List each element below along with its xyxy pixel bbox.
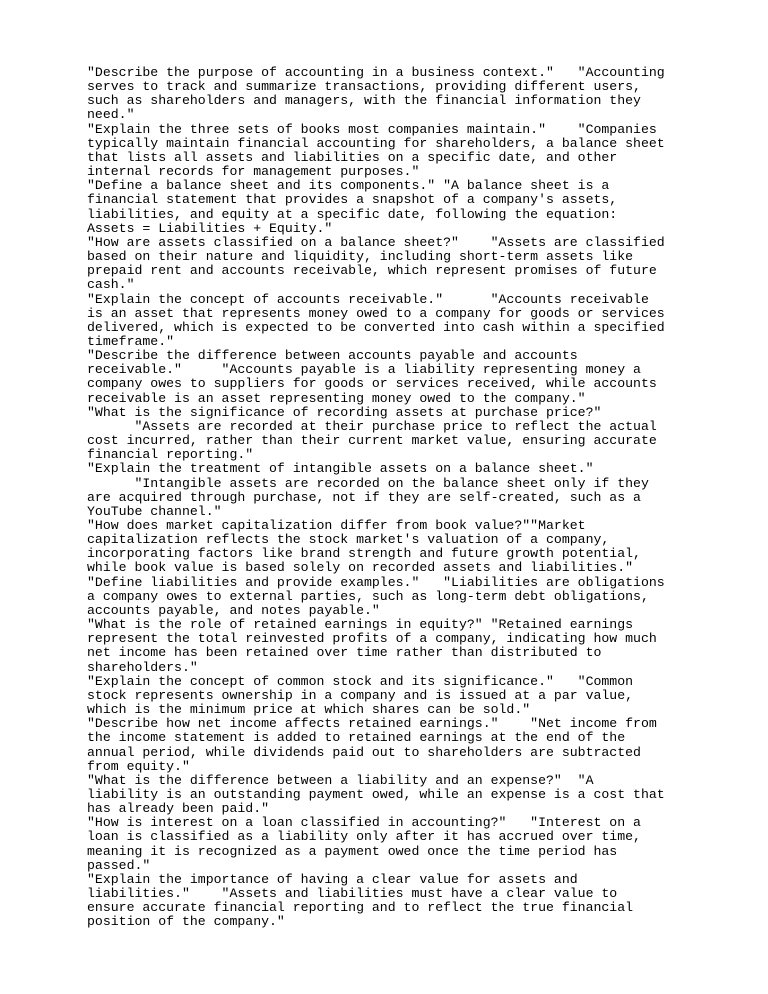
text-line: "How are assets classified on a balance sheet?" "Assets are classified [87, 234, 665, 250]
text-line: "What is the role of retained earnings in equity?" "Retained earnings [87, 617, 634, 633]
text-line: "Define a balance sheet and its components." "A balance sheet is a [87, 178, 610, 194]
text-line: while book value is based solely on recorded assets and liabilities." [87, 560, 634, 576]
text-line: "Assets are recorded at their purchase price to reflect the actual [87, 418, 657, 434]
text-line: company owes to suppliers for goods or services received, while accounts [87, 376, 657, 392]
text-line: "Explain the importance of having a clear value for assets and [87, 871, 578, 887]
text-line: "How does market capitalization differ from book value?""Market [87, 518, 586, 533]
text-line: capitalization reflects the stock market's valuation of a company, [87, 532, 610, 548]
text-line: annual period, while dividends paid out to shareholders are subtracted [87, 744, 641, 760]
text-line: serves to track and summarize transactions, providing different users, [87, 79, 641, 95]
text-line: "What is the significance of recording assets at purchase price?" [87, 404, 602, 420]
text-line: "Explain the three sets of books most companies maintain." "Companies [87, 121, 657, 137]
text-line: financial reporting." [87, 447, 254, 463]
text-line: financial statement that provides a snapshot of a company's assets, [87, 192, 618, 208]
text-line: that lists all assets and liabilities on a specific date, and other [87, 149, 618, 165]
text-line: "Describe how net income affects retained earnings." "Net income from [87, 716, 657, 732]
text-line: which is the minimum price at which shares can be sold." [87, 702, 531, 718]
text-line: "Explain the concept of common stock and its significance." "Common [87, 673, 634, 689]
text-line: such as shareholders and managers, with the financial information they [87, 93, 641, 109]
document-page [87, 66, 687, 930]
text-line: timeframe." [87, 333, 175, 349]
text-line: liability is an outstanding payment owed, while an expense is a cost that [87, 786, 665, 802]
text-line: typically maintain financial accounting for shareholders, a balance sheet [87, 135, 665, 151]
text-line: "What is the difference between a liability and an expense?" "A [87, 772, 594, 788]
text-line: cash." [87, 277, 135, 293]
text-line: "Define liabilities and provide examples." "Liabilities are obligations [87, 574, 665, 590]
text-line: "Describe the purpose of accounting in a business context." "Accounting [87, 65, 665, 80]
text-line: delivered, which is expected to be converted into cash within a specified [87, 319, 665, 335]
document-text [87, 66, 687, 930]
text-line: need." [87, 107, 135, 123]
text-line: accounts payable, and notes payable." [87, 602, 380, 618]
text-line: has already been paid." [87, 801, 270, 817]
text-line: is an asset that represents money owed to a company for goods or services [87, 305, 665, 321]
text-line: shareholders." [87, 659, 198, 675]
text-line: YouTube channel." [87, 503, 222, 519]
text-line: a company owes to external parties, such as long-term debt obligations, [87, 588, 649, 604]
text-line: "Describe the difference between accounts payable and accounts [87, 348, 578, 364]
text-line: the income statement is added to retained earnings at the end of the [87, 730, 626, 746]
text-line: meaning it is recognized as a payment owed once the time period has [87, 843, 618, 859]
text-line: passed." [87, 857, 151, 873]
text-line: liabilities." "Assets and liabilities must have a clear value to [87, 886, 618, 902]
text-line: "Explain the concept of accounts receivable." "Accounts receivable [87, 291, 649, 307]
text-line: from equity." [87, 758, 190, 774]
text-line: liabilities, and equity at a specific date, following the equation: [87, 206, 618, 222]
text-line: incorporating factors like brand strength and future growth potential, [87, 546, 641, 562]
text-line: represent the total reinvested profits of a company, indicating how much [87, 631, 657, 647]
text-line: loan is classified as a liability only after it has accrued over time, [87, 829, 641, 845]
text-line: are acquired through purchase, not if they are self-created, such as a [87, 489, 641, 505]
text-line: receivable." "Accounts payable is a liability representing money a [87, 362, 641, 378]
text-line: prepaid rent and accounts receivable, which represent promises of future [87, 263, 657, 279]
text-line: "Explain the treatment of intangible assets on a balance sheet." [87, 461, 594, 477]
text-line: internal records for management purposes." [87, 164, 420, 180]
text-line: based on their nature and liquidity, including short-term assets like [87, 249, 634, 265]
text-line: position of the company." [87, 914, 285, 930]
text-line: receivable is an asset representing money owed to the company." [87, 390, 586, 406]
text-line: net income has been retained over time rather than distributed to [87, 645, 602, 661]
text-line: stock represents ownership in a company and is issued at a par value, [87, 687, 634, 703]
text-line: Assets = Liabilities + Equity." [87, 220, 333, 236]
text-line: ensure accurate financial reporting and to reflect the true financial [87, 900, 634, 916]
text-line: cost incurred, rather than their current market value, ensuring accurate [87, 433, 657, 449]
text-line: "Intangible assets are recorded on the balance sheet only if they [87, 475, 649, 491]
text-line: "How is interest on a loan classified in accounting?" "Interest on a [87, 815, 641, 831]
